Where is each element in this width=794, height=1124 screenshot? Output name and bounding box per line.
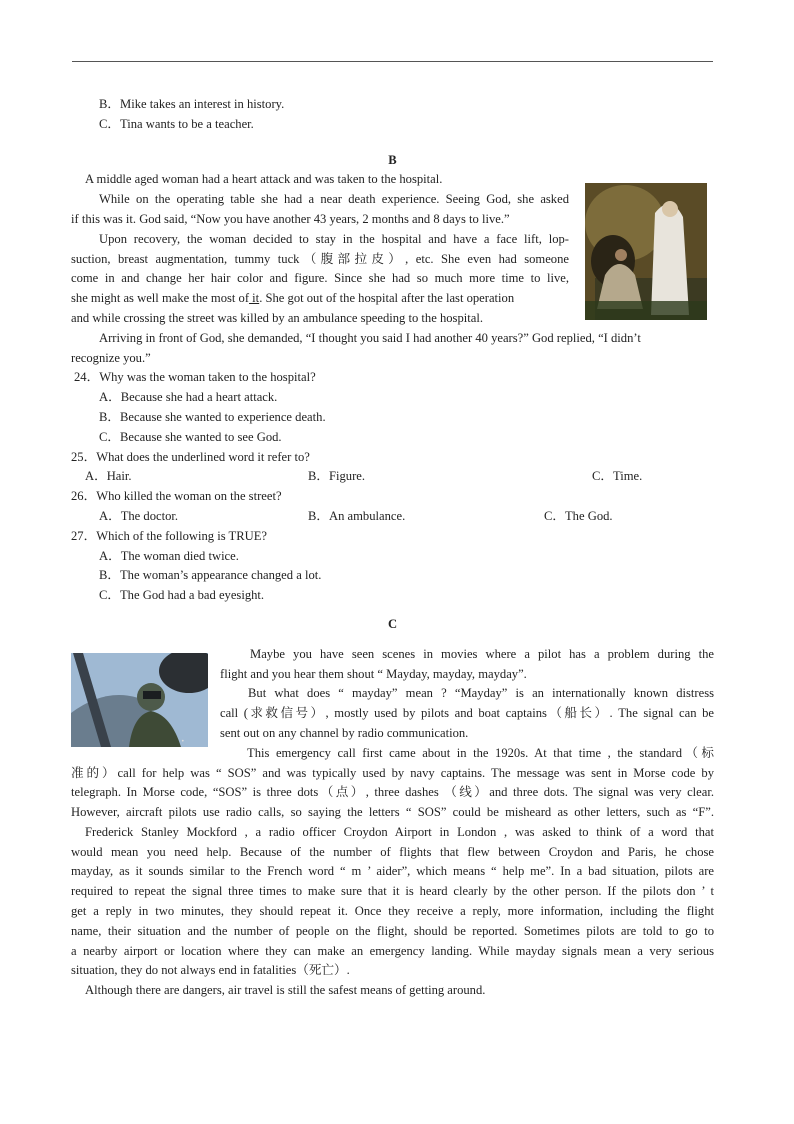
section-c-l16: a nearby airport or location where they can make an emergency landing. While mayday signals mean a very serious: [71, 943, 714, 958]
section-c-l17: situation, they do not always end in fatalities（死亡）.: [71, 963, 350, 978]
section-c-l7: 准的）call for help was “ SOS” and was typically used by navy captains. The message was sent in Morse code by: [71, 765, 714, 780]
option-c-prev: C．Tina wants to be a teacher.: [99, 116, 254, 131]
section-c-l3: But what does “ mayday” mean ? “Mayday” is an internationally known distress: [248, 686, 714, 701]
section-b-p3-l5: and while crossing the street was killed by an ambulance speeding to the hospital.: [71, 310, 483, 325]
p3-l4-a: she might as well make the most of: [71, 291, 250, 306]
header-rule: [72, 61, 713, 62]
question-27: 27．Which of the following is TRUE?: [71, 528, 267, 543]
section-c-l1: Maybe you have seen scenes in movies where a pilot has a problem during the: [250, 646, 714, 661]
option-b-prev: B．Mike takes an interest in history.: [99, 97, 285, 111]
section-b-p4-l2: recognize you.”: [71, 350, 151, 365]
section-b-p1: A middle aged woman had a heart attack and was taken to the hospital.: [85, 172, 443, 187]
section-b-p3-l2: suction, breast augmentation, tummy tuck（腹部拉皮）, etc. She even had someone: [71, 251, 569, 266]
section-c-l12: mayday, as it sounds similar to the French word “ m ’ aider”, which means “ help me”. In a bad situation, pilots are: [71, 864, 714, 879]
section-b-p3-l1: Upon recovery, the woman decided to stay in the hospital and have a face lift, lop-: [99, 231, 569, 246]
q25-option-c: C．Time.: [592, 469, 643, 484]
section-c-l11: would mean you need help. Because of the number of flights that flew between Croydon and Paris, he chose: [71, 844, 714, 859]
q24-option-b: B．Because she wanted to experience death.: [99, 409, 326, 424]
section-c-l2: flight and you hear them shout “ Mayday, mayday, mayday”.: [220, 666, 527, 681]
section-c-l10: Frederick Stanley Mockford , a radio officer Croydon Airport in London , was asked to think of a word that: [85, 824, 714, 839]
section-c-l15: name, their situation and the number of people on the flight, should be reported. Sometimes pilots are told to go to: [71, 923, 714, 938]
q27-option-a: A．The woman died twice.: [99, 548, 239, 563]
question-26: 26．Who killed the woman on the street?: [71, 489, 282, 504]
q25-option-a: A．Hair.: [85, 469, 132, 484]
q27-option-b: B．The woman’s appearance changed a lot.: [99, 568, 322, 583]
section-c-l14: get a reply in two minutes, they should repeat it. Once they receive a reply, more information, including the flight: [71, 904, 714, 919]
q25-options: [71, 467, 714, 487]
section-b-p3-l3: come in and change her hair color and figure. Since she had so much more time to live,: [71, 271, 569, 286]
svg-text:•: •: [181, 738, 185, 745]
q24-option-c: C．Because she wanted to see God.: [99, 429, 282, 444]
q27-option-c: C．The God had a bad eyesight.: [99, 588, 265, 603]
section-c-l4: call (求救信号）, mostly used by pilots and boat captains（船长）. The signal can be: [220, 706, 714, 721]
question-25: 25．What does the underlined word it refer to?: [71, 449, 310, 464]
section-b-title: B: [388, 152, 397, 167]
section-c-l8: telegraph. In Morse code, “SOS” is three dots（点）, three dashes （线）and three dots. The signal was very clear.: [71, 785, 714, 800]
underlined-word-it: it: [249, 291, 260, 306]
section-c-l5: sent out on any channel by radio communication.: [220, 725, 469, 740]
section-c-l9: However, aircraft pilots use radio calls, so saying the letters “ SOS” could be misheard as other letters, such as “F”.: [71, 805, 714, 820]
p3-l4-b: . She got out of the hospital after the last operation: [259, 291, 515, 306]
section-b-p4-l1: Arriving in front of God, she demanded, “I thought you said I had another 40 years?” God replied, “I didn’t: [99, 330, 641, 345]
section-c-l18: Although there are dangers, air travel is still the safest means of getting around.: [85, 983, 486, 998]
section-b-p3-l4: [71, 289, 569, 309]
q26-option-c: C．The God.: [544, 508, 613, 523]
q26-option-b: B．An ambulance.: [308, 508, 406, 523]
q24-option-a: A．Because she had a heart attack.: [99, 390, 278, 405]
section-c-l6: This emergency call first came about in the 1920s. At that time , the standard（标: [247, 745, 714, 760]
section-c-l13: required to repeat the signal three times to make sure that it is heard clearly by the other person. If the pilots don ’ t: [71, 884, 714, 899]
document-body: [71, 95, 714, 1001]
question-24: 24．Why was the woman taken to the hospital?: [74, 370, 316, 385]
q26-option-a: A．The doctor.: [99, 508, 179, 523]
section-b-p2-l1: While on the operating table she had a near death experience. Seeing God, she asked: [99, 192, 569, 207]
section-c-title: C: [387, 616, 398, 631]
section-b-p2-l2: if this was it. God said, “Now you have another 43 years, 2 months and 8 days to live.”: [71, 211, 510, 226]
q26-options: [71, 507, 714, 527]
q25-option-b: B．Figure.: [308, 469, 366, 484]
